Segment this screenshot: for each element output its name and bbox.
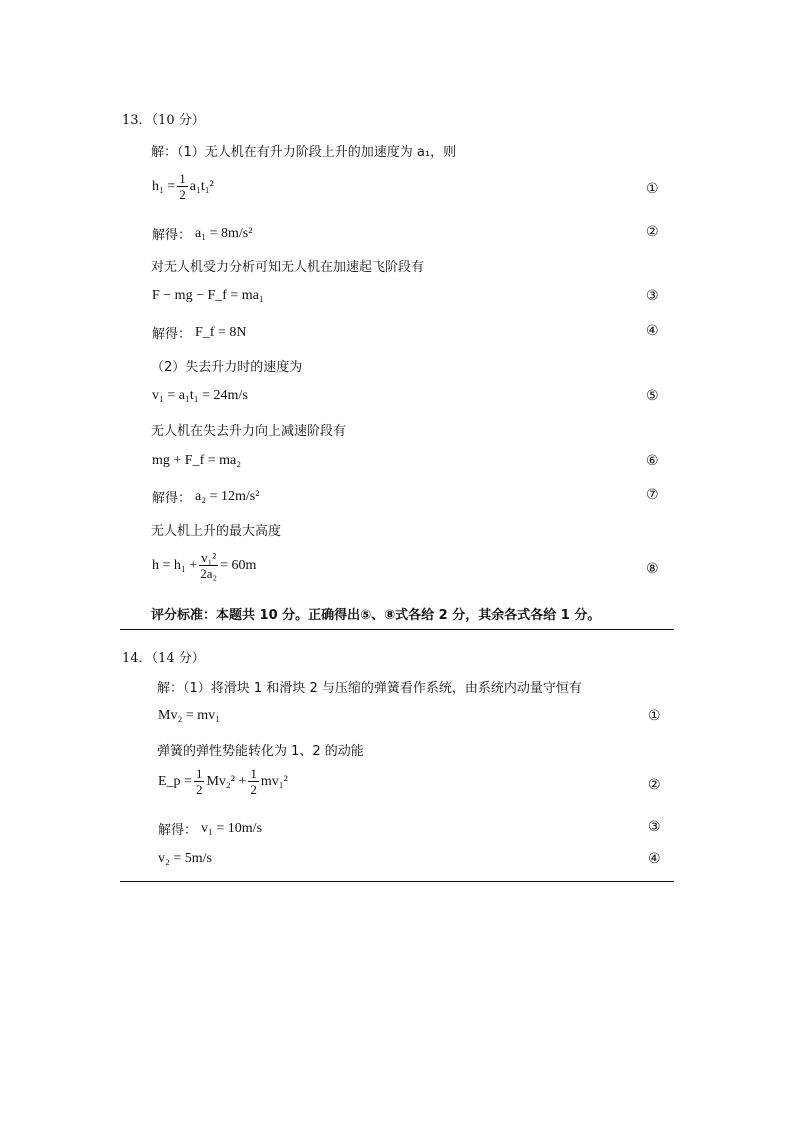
q13-eq1-half-den: 2	[179, 187, 186, 202]
q14-eq1: Mv₂ = mv₁	[158, 708, 220, 723]
q14-text2: 弹簧的弹性势能转化为 1、2 的动能	[157, 744, 364, 759]
q13-eq1-lhs: h₁ =	[152, 178, 176, 194]
q13-eq6: mg + F_f = ma₂	[152, 453, 242, 468]
q14-mark-3: ③	[648, 819, 661, 835]
q13-mark-8: ⑧	[646, 561, 659, 577]
q13-eq7	[152, 487, 259, 506]
q14-eq2-lhs: E_p =	[158, 773, 192, 789]
q13-mark-5: ⑤	[646, 388, 659, 404]
q14-eq2-half-num: 1	[195, 766, 203, 781]
q13-eq2-expr: a₁ = 8m/s²	[195, 225, 253, 241]
q13-eq8-rhs: = 60m	[220, 557, 257, 573]
q13-eq8-frac-den: 2a₂	[200, 566, 218, 581]
q13-eq4	[152, 323, 246, 342]
q13-eq3: F − mg − F_f = ma₁	[152, 288, 264, 303]
q13-eq1-rhs: a₁t₁²	[189, 178, 214, 194]
section-divider-bottom	[120, 881, 674, 882]
q13-eq7-prefix: 解得：	[152, 491, 192, 506]
q14-eq4: v₂ = 5m/s	[158, 851, 213, 866]
q14-header: 14．（14 分）	[122, 651, 205, 666]
q14-eq2-mid: Mv₂² +	[206, 773, 247, 789]
q13-intro: 解：（1）无人机在有升力阶段上升的加速度为 a₁，则	[151, 145, 457, 160]
q13-text2: 对无人机受力分析可知无人机在加速起飞阶段有	[151, 260, 425, 275]
q13-header: 13．（10 分）	[122, 113, 205, 128]
q14-eq3	[158, 819, 262, 838]
q13-eq8	[152, 551, 256, 580]
q13-mark-1: ①	[646, 181, 659, 197]
q13-eq8-frac	[199, 551, 218, 580]
q14-eq2-half2-den: 2	[250, 782, 257, 797]
q13-mark-6: ⑥	[646, 453, 659, 469]
q14-eq2-half2-num: 1	[250, 766, 257, 781]
q13-mark-3: ③	[646, 288, 659, 304]
q14-eq2-half	[194, 767, 205, 796]
q13-eq2-prefix: 解得：	[152, 228, 192, 243]
q14-eq3-prefix: 解得：	[158, 823, 198, 838]
q13-eq1	[152, 172, 214, 201]
q14-eq2-half2	[248, 767, 259, 796]
q13-eq4-prefix: 解得：	[152, 327, 192, 342]
q14-mark-4: ④	[648, 851, 661, 867]
q13-mark-4: ④	[646, 323, 659, 339]
q14-eq3-expr: v₁ = 10m/s	[201, 820, 263, 836]
q13-text3: （2）失去升力时的速度为	[151, 360, 303, 375]
q14-eq2	[158, 767, 288, 796]
q14-mark-2: ②	[648, 777, 661, 793]
q13-eq7-expr: a₂ = 12m/s²	[195, 488, 260, 504]
q14-eq2-half-den: 2	[195, 782, 203, 797]
q14-mark-1: ①	[648, 708, 661, 724]
q13-scoring: 评分标准：本题共 10 分。正确得出⑤、⑧式各给 2 分，其余各式各给 1 分。	[151, 608, 601, 623]
q13-eq2	[152, 224, 252, 243]
q13-eq4-expr: F_f = 8N	[195, 324, 247, 340]
q13-eq5: v₁ = a₁t₁ = 24m/s	[152, 388, 248, 403]
section-divider-top	[120, 629, 674, 630]
q13-mark-2: ②	[646, 224, 659, 240]
q13-text4: 无人机在失去升力向上减速阶段有	[151, 424, 347, 439]
q14-intro: 解：（1）将滑块 1 和滑块 2 与压缩的弹簧看作系统，由系统内动量守恒有	[157, 681, 582, 696]
q13-eq8-lhs: h = h₁ +	[152, 557, 198, 573]
q13-text5: 无人机上升的最大高度	[151, 524, 282, 539]
q13-eq1-half-num: 1	[179, 171, 186, 186]
q14-eq2-rhs: mv₁²	[260, 773, 288, 789]
q13-eq8-frac-num: v₁²	[201, 550, 217, 565]
q13-mark-7: ⑦	[646, 487, 659, 503]
q13-eq1-half	[177, 172, 188, 201]
